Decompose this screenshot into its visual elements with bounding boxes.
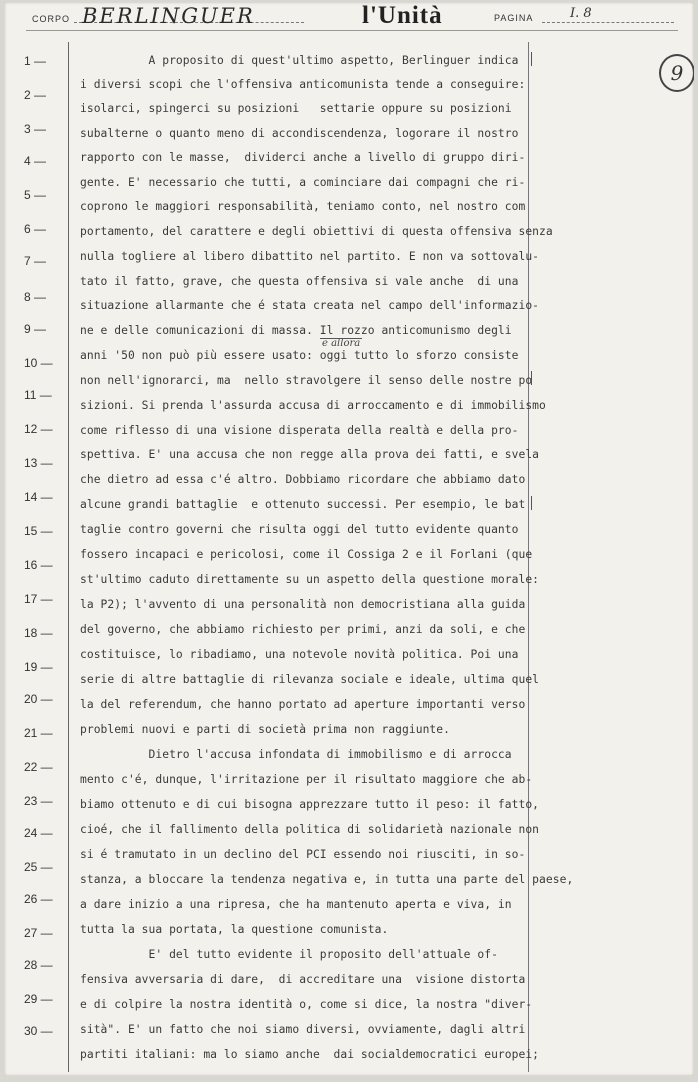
text-line: si é tramutato in un declino del PCI essendo noi riusciti, in so- xyxy=(80,848,526,861)
line-number: 11 — xyxy=(24,388,52,402)
text-line: isolarci, spingerci su posizioni settarie oppure su posizioni xyxy=(80,102,512,115)
margin-mark xyxy=(531,52,532,66)
corpo-label: CORPO xyxy=(32,14,71,24)
line-number: 3 — xyxy=(24,122,47,136)
text-line: tutta la sua portata, la questione comunista. xyxy=(80,923,389,936)
line-number: 9 — xyxy=(24,322,47,336)
text-line: fossero incapaci e pericolosi, come il Cossiga 2 e il Forlani (que xyxy=(80,548,533,561)
text-line: portamento, del carattere e degli obiettivi di questa offensiva senza xyxy=(80,225,553,238)
text-line: e di colpire la nostra identità o, come si dice, la nostra "diver- xyxy=(80,998,533,1011)
line-number: 2 — xyxy=(24,88,47,102)
text-line: partiti italiani: ma lo siamo anche dai socialdemocratici europei; xyxy=(80,1048,540,1061)
line-number: 23 — xyxy=(24,794,53,808)
text-line: E' del tutto evidente il proposito dell'attuale of- xyxy=(80,948,498,961)
text-line: fensiva avversaria di dare, di accreditare una visione distorta xyxy=(80,973,526,986)
text-line: i diversi scopi che l'offensiva anticomunista tende a conseguire: xyxy=(80,78,526,91)
circled-page-number: 9 xyxy=(659,54,694,92)
text-line: costituisce, lo ribadiamo, una notevole novità politica. Poi una xyxy=(80,648,519,661)
line-number: 17 — xyxy=(24,592,53,606)
text-line: alcune grandi battaglie e ottenuto successi. Per esempio, le bat xyxy=(80,498,526,511)
text-line: nulla togliere al libero dibattito nel partito. E non va sottovalu- xyxy=(80,250,540,263)
text-line: la del referendum, che hanno portato ad aperture importanti verso xyxy=(80,698,526,711)
text-line: non nell'ignorarci, ma nello stravolgere il senso delle nostre po xyxy=(80,374,533,387)
left-margin-rule xyxy=(68,42,69,1072)
line-number: 13 — xyxy=(24,456,53,470)
text-line: gente. E' necessario che tutti, a cominciare dai compagni che ri- xyxy=(80,176,526,189)
text-line: A proposito di quest'ultimo aspetto, Berlinguer indica xyxy=(80,54,519,67)
text-line: tato il fatto, grave, che questa offensiva si vale anche di una xyxy=(80,275,519,288)
margin-mark xyxy=(531,496,532,510)
text-line: sità". E' un fatto che noi siamo diversi, ovviamente, dagli altri xyxy=(80,1023,526,1036)
line-number: 4 — xyxy=(24,154,47,168)
line-number: 8 — xyxy=(24,290,47,304)
text-line: Dietro l'accusa infondata di immobilismo e di arrocca xyxy=(80,748,512,761)
text-line: cioé, che il fallimento della politica di solidarietà nazionale non xyxy=(80,823,540,836)
text-line: sizioni. Si prenda l'assurda accusa di arroccamento e di immobilismo xyxy=(80,399,546,412)
line-number: 5 — xyxy=(24,188,47,202)
line-number: 28 — xyxy=(24,958,53,972)
text-line: st'ultimo caduto direttamente su un aspetto della questione morale: xyxy=(80,573,540,586)
line-number: 20 — xyxy=(24,692,53,706)
pagina-value: I. 8 xyxy=(570,6,592,21)
text-line: coprono le maggiori responsabilità, teniamo conto, nel nostro com xyxy=(80,200,526,213)
header-rule xyxy=(26,30,678,31)
pagina-field-line xyxy=(542,22,674,23)
line-number: 18 — xyxy=(24,626,53,640)
line-number: 19 — xyxy=(24,660,53,674)
line-number: 30 — xyxy=(24,1024,53,1038)
line-number: 14 — xyxy=(24,490,53,504)
text-line: problemi nuovi e parti di società prima non raggiunte. xyxy=(80,723,450,736)
line-number: 1 — xyxy=(24,54,47,68)
line-number: 22 — xyxy=(24,760,53,774)
text-line: spettiva. E' una accusa che non regge alla prova dei fatti, e svela xyxy=(80,448,540,461)
insertion-bracket xyxy=(320,338,362,339)
text-line: stanza, a bloccare la tendenza negativa e, in tutta una parte del paese, xyxy=(80,873,574,886)
text-line: mento c'é, dunque, l'irritazione per il risultato maggiore che ab- xyxy=(80,773,533,786)
line-number: 7 — xyxy=(24,254,47,268)
text-line: situazione allarmante che é stata creata nel campo dell'informazio- xyxy=(80,299,540,312)
margin-mark xyxy=(531,371,532,385)
line-number: 15 — xyxy=(24,524,53,538)
handwritten-insertion: e allora xyxy=(322,338,361,349)
text-line: rapporto con le masse, dividerci anche a livello di gruppo diri- xyxy=(80,151,526,164)
line-number: 12 — xyxy=(24,422,53,436)
line-number: 26 — xyxy=(24,892,53,906)
text-line: biamo ottenuto e di cui bisogna apprezzare tutto il peso: il fatto, xyxy=(80,798,540,811)
line-number: 27 — xyxy=(24,926,53,940)
text-line: subalterne o quanto meno di accondiscendenza, logorare il nostro xyxy=(80,127,519,140)
corpo-value: BERLINGUER xyxy=(82,4,255,28)
text-line: anni '50 non può più essere usato: oggi tutto lo sforzo consiste xyxy=(80,349,519,362)
line-number: 16 — xyxy=(24,558,53,572)
text-line: serie di altre battaglie di rilevanza sociale e ideale, ultima quel xyxy=(80,673,540,686)
text-line: che dietro ad essa c'é altro. Dobbiamo ricordare che abbiamo dato xyxy=(80,473,526,486)
text-line: come riflesso di una visione disperata della realtà e della pro- xyxy=(80,424,519,437)
line-number: 10 — xyxy=(24,356,53,370)
line-number: 6 — xyxy=(24,222,47,236)
line-number: 29 — xyxy=(24,992,53,1006)
text-line: la P2); l'avvento di una personalità non democristiana alla guida xyxy=(80,598,526,611)
line-number: 21 — xyxy=(24,726,53,740)
line-number: 24 — xyxy=(24,826,53,840)
text-line: a dare inizio a una ripresa, che ha mantenuto aperta e viva, in xyxy=(80,898,512,911)
manuscript-page xyxy=(4,2,694,1076)
text-line: ne e delle comunicazioni di massa. Il rozzo anticomunismo degli xyxy=(80,324,512,337)
pagina-label: PAGINA xyxy=(494,13,534,23)
line-number: 25 — xyxy=(24,860,53,874)
text-line: del governo, che abbiamo richiesto per primi, anzi da soli, e che xyxy=(80,623,526,636)
text-line: taglie contro governi che risulta oggi del tutto evidente quanto xyxy=(80,523,519,536)
newspaper-masthead: l'Unità xyxy=(362,2,443,29)
